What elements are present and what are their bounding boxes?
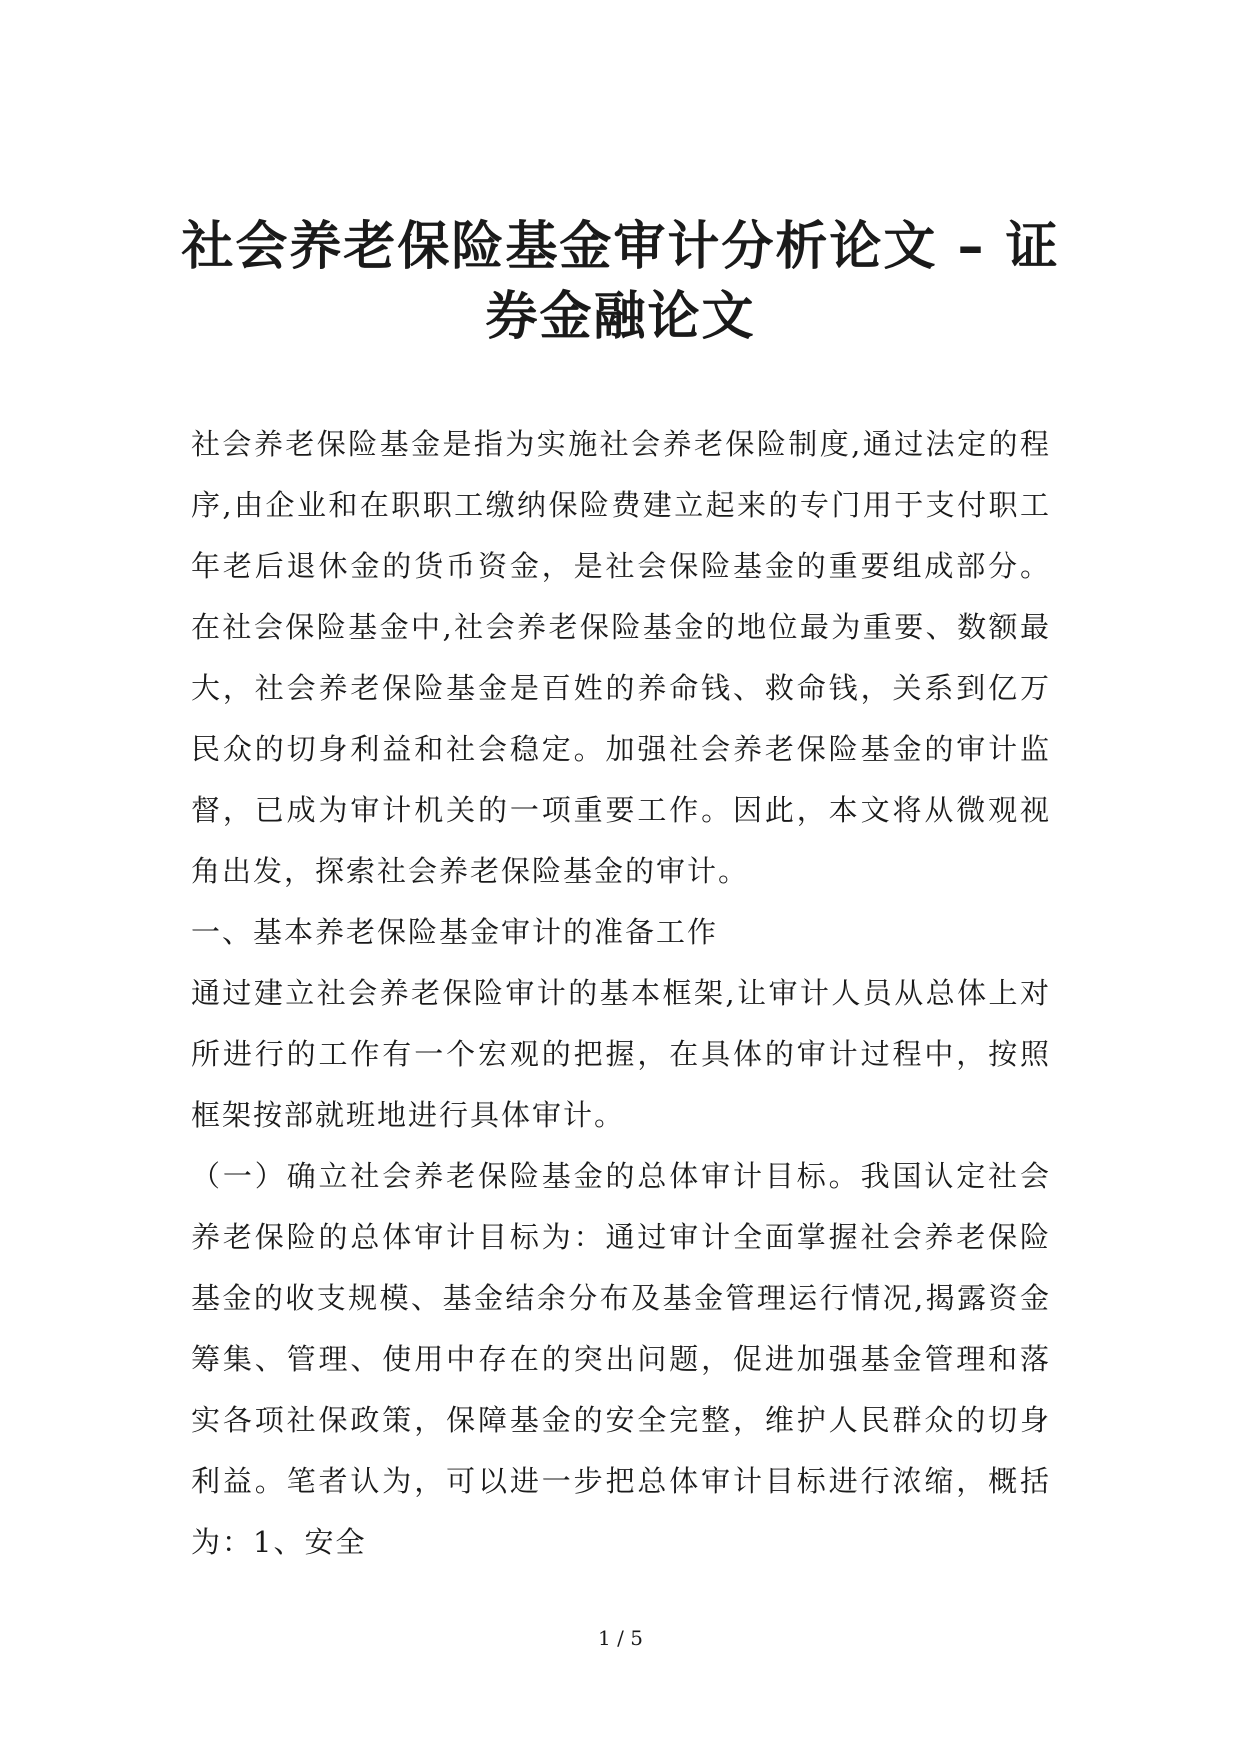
page-number: 1 / 5 (598, 1626, 643, 1650)
paragraph-intro: 社会养老保险基金是指为实施社会养老保险制度,通过法定的程序,由企业和在职职工缴纳保险费建立起来的专门用于支付职工年老后退休金的货币资金，是社会保险基金的重要组成部分。在社会保险基金中,社会养老保险基金的地位最为重要、数额最大，社会养老保险基金是百姓的养命钱、救命钱，关系到亿万民众的切身利益和社会稳定。加强社会养老保险基金的审计监督，已成为审计机关的一项重要工作。因此，本文将从微观视角出发，探索社会养老保险基金的审计。 (191, 427, 1051, 888)
paragraph-framework: 通过建立社会养老保险审计的基本框架,让审计人员从总体上对所进行的工作有一个宏观的把握，在具体的审计过程中，按照框架按部就班地进行具体审计。 (191, 976, 1051, 1132)
document-title: 社会养老保险基金审计分析论文 – 证券金融论文 (181, 217, 1060, 347)
paragraph-audit-objective: （一）确立社会养老保险基金的总体审计目标。我国认定社会养老保险的总体审计目标为：通过审计全面掌握社会养老保险基金的收支规模、基金结余分布及基金管理运行情况,揭露资金筹集、管理、使用中存在的突出问题，促进加强基金管理和落实各项社保政策，保障基金的安全完整，维护人民群众的切身利益。笔者认为，可以进一步把总体审计目标进行浓缩，概括为：1、安全 (191, 1159, 1051, 1559)
section-heading: 一、基本养老保险基金审计的准备工作 (191, 915, 719, 949)
document-body (191, 414, 1051, 1573)
